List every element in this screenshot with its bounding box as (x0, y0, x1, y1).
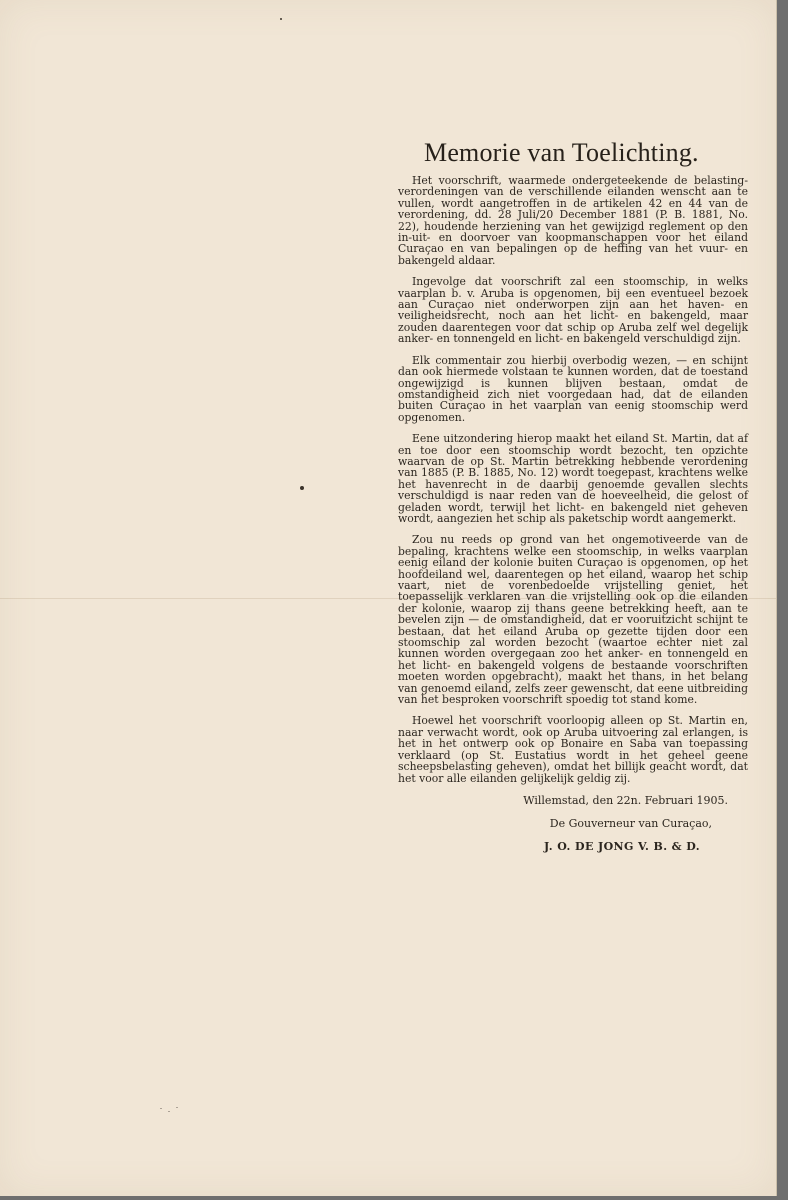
paper-speck (168, 1111, 170, 1112)
paragraph-5: Zou nu reeds op grond van het ongemotiveerde van de bepaling, krachtens welke een stoomschip, in welks vaarplan eenig eiland der kolonie buiten Curaçao is opgenomen, op het hoofdeiland wel, daarentegen op het eiland, waarop het schip vaart, niet de vorenbedoelde vrijstelling geniet, het toepasselijk verklaren van die vrijstelling ook op die eilanden der kolonie, waarop zij thans geene betrekking heeft, aan te bevelen zijn — de omstandigheid, dat er vooruitzicht schijnt te bestaan, dat het eiland Aruba op gezette tijden door een stoomschip zal worden bezocht (waartoe echter niet zal kunnen worden overgegaan zoo het anker- en tonnengeld en het licht- en bakengeld volgens de bestaande voorschriften moeten worden opgebracht), maakt het thans, in het belang van genoemd eiland, zelfs zeer gewenscht, dat eene uitbreiding van het besproken voorschrift spoedig tot stand kome. (398, 533, 748, 707)
place-date: Willemstad, den 22n. Februari 1905. (523, 793, 728, 807)
ink-dot (300, 486, 304, 490)
paper-speck (280, 18, 282, 20)
paper-speck (160, 1108, 162, 1109)
memorandum-column (398, 138, 748, 853)
paragraph-2: Ingevolge dat voorschrift zal een stoomschip, in welks vaarplan b. v. Aruba is opgenomen, bij een eventueel bezoek aan Curaçao niet onderworpen zijn aan het haven- en veiligheidsrecht, noch aan het licht- en bakengeld, maar zouden daarentegen voor dat schip op Aruba zelf wel degelijk anker- en tonnengeld en licht- en bakengeld verschuldigd zijn. (398, 275, 748, 346)
document-title: Memorie van Toelichting. (424, 138, 699, 167)
signatory-name: J. O. DE JONG V. B. & D. (544, 839, 700, 853)
paper-speck (176, 1107, 178, 1108)
paragraph-1: Het voorschrift, waarmede ondergeteekende de belasting-verordeningen van de verschillende eilanden wenscht aan te vullen, wordt aangetroffen in de artikelen 42 en 44 van de verordening, dd. 28 Juli/20 December 1881 (P. B. 1881, No. 22), houdende herziening van het gewijzigd reglement op den in-uit- en doorvoer van koopmanschappen voor het eiland Curaçao en van bepalingen op de heffing van het vuur- en bakengeld aldaar. (398, 174, 748, 267)
paragraph-6: Hoewel het voorschrift voorloopig alleen op St. Martin en, naar verwacht wordt, ook op Aruba uitvoering zal erlangen, is het in het ontwerp ook op Bonaire en Saba van toepassing verklaard (op St. Eustatius wordt in het geheel geene scheepsbelasting geheven), omdat het billijk geacht wordt, dat het voor alle eilanden gelijkelijk geldig zij. (398, 714, 748, 785)
paragraph-4: Eene uitzondering hierop maakt het eiland St. Martin, dat af en toe door een stoomschip wordt bezocht, ten opzichte waarvan de op St. Martin betrekking hebbende verordening van 1885 (P. B. 1885, No. 12) wordt toegepast, krachtens welke het havenrecht in de daarbij genoemde gevallen slechts verschuldigd is naar reden van de hoeveelheid, die gelost of geladen wordt, terwijl het licht- en bakengeld niet geheven wordt, aangezien het schip als paketschip wordt aangemerkt. (398, 432, 748, 525)
paragraph-3: Elk commentair zou hierbij overbodig wezen, — en schijnt dan ook hiermede volstaan te kunnen worden, dat de toestand ongewijzigd is kunnen blijven bestaan, omdat de omstandigheid zich niet voorgedaan had, dat de eilanden buiten Curaçao in het vaarplan van eenig stoomschip werd opgenomen. (398, 353, 748, 424)
signatory-title: De Gouverneur van Curaçao, (549, 816, 712, 830)
